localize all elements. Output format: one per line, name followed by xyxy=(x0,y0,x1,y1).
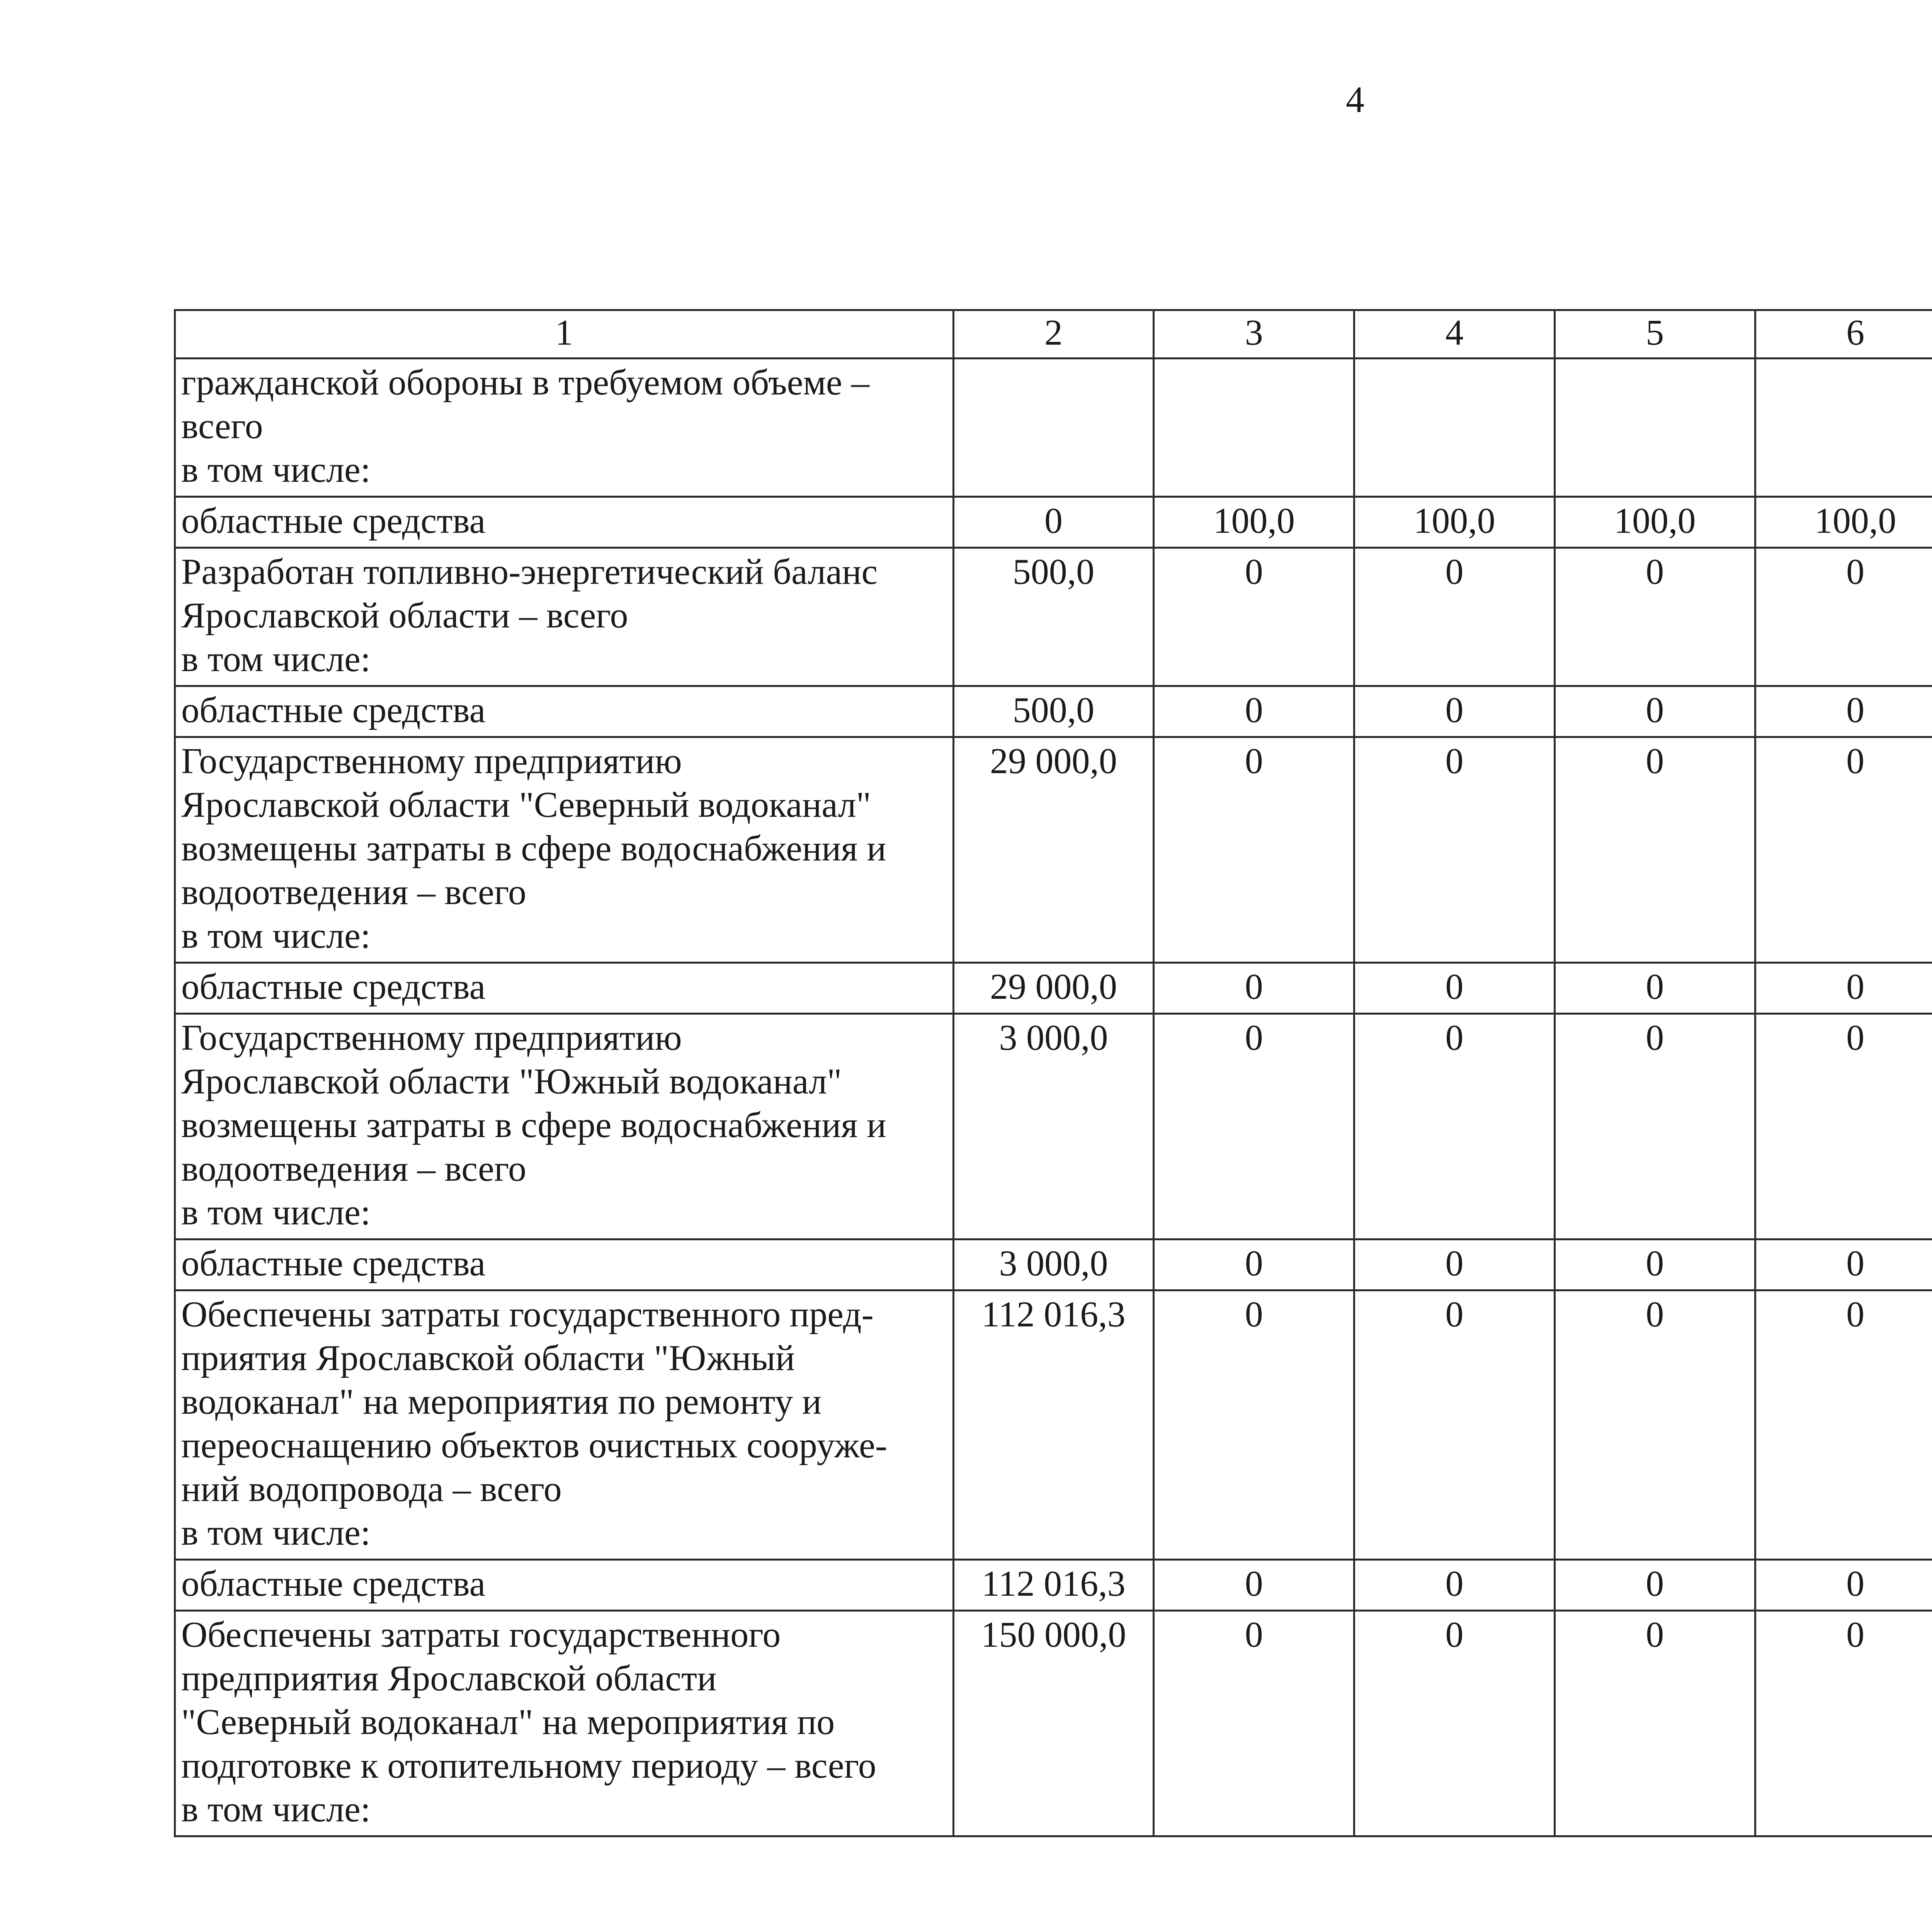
table-row xyxy=(175,1290,1932,1560)
value-cell: 3 000,0 xyxy=(953,1239,1154,1290)
row-label-line: подготовке к отопительному периоду – всего xyxy=(181,1746,876,1786)
value-cell: 100,0 xyxy=(1554,497,1755,548)
value-cell: 0 xyxy=(1154,548,1354,686)
value-cell: 0 xyxy=(1154,963,1354,1014)
table-row xyxy=(175,548,1932,686)
row-label xyxy=(175,1611,954,1836)
column-header: 3 xyxy=(1154,310,1354,359)
row-label-line: областные средства xyxy=(181,967,486,1007)
row-label-line: в том числе: xyxy=(181,1513,371,1553)
row-label-line: Разработан топливно-энергетический баланс xyxy=(181,552,878,592)
value-cell: 0 xyxy=(1554,686,1755,737)
row-label-line: Ярославской области "Северный водоканал" xyxy=(181,785,871,825)
value-cell: 0 xyxy=(1154,1290,1354,1560)
row-label-line: предприятия Ярославской области xyxy=(181,1658,717,1698)
value-cell: 500,0 xyxy=(953,548,1154,686)
row-label xyxy=(175,497,954,548)
row-label xyxy=(175,963,954,1014)
budget-table xyxy=(174,309,1932,1837)
value-cell: 29 000,0 xyxy=(953,737,1154,963)
value-cell xyxy=(1154,359,1354,497)
table-body xyxy=(175,310,1932,1836)
value-cell: 100,0 xyxy=(1755,497,1932,548)
value-cell xyxy=(1554,359,1755,497)
value-cell: 0 xyxy=(1755,1290,1932,1560)
table-row xyxy=(175,1611,1932,1836)
value-cell: 0 xyxy=(1154,737,1354,963)
value-cell: 0 xyxy=(1755,686,1932,737)
value-cell: 0 xyxy=(1154,1560,1354,1611)
value-cell: 0 xyxy=(1354,963,1555,1014)
value-cell: 0 xyxy=(1755,1014,1932,1239)
value-cell xyxy=(953,359,1154,497)
row-label-line: Обеспечены затраты государственного пред- xyxy=(181,1294,874,1335)
row-label-line: водоотведения – всего xyxy=(181,872,527,912)
row-label-line: ний водопровода – всего xyxy=(181,1469,562,1509)
row-label-line: областные средства xyxy=(181,1564,486,1604)
value-cell: 100,0 xyxy=(1354,497,1555,548)
row-label xyxy=(175,737,954,963)
value-cell: 150 000,0 xyxy=(953,1611,1154,1836)
page-number: 4 xyxy=(1346,79,1364,120)
value-cell: 0 xyxy=(1354,1611,1555,1836)
value-cell: 0 xyxy=(1354,548,1555,686)
value-cell: 0 xyxy=(1755,1611,1932,1836)
column-header: 2 xyxy=(953,310,1154,359)
row-label-line: переоснащению объектов очистных сооруже- xyxy=(181,1425,888,1465)
value-cell: 0 xyxy=(1755,963,1932,1014)
row-label-line: в том числе: xyxy=(181,1789,371,1829)
value-cell: 29 000,0 xyxy=(953,963,1154,1014)
row-label-line: в том числе: xyxy=(181,450,371,490)
table-row xyxy=(175,497,1932,548)
table-row xyxy=(175,359,1932,497)
value-cell: 0 xyxy=(1154,1239,1354,1290)
row-label-line: возмещены затраты в сфере водоснабжения и xyxy=(181,1105,886,1145)
value-cell: 0 xyxy=(1554,963,1755,1014)
value-cell: 0 xyxy=(1354,1014,1555,1239)
column-number-header-row xyxy=(175,310,1932,359)
table-row xyxy=(175,1014,1932,1239)
value-cell: 0 xyxy=(1154,1014,1354,1239)
value-cell: 0 xyxy=(1755,1239,1932,1290)
row-label-line: водоотведения – всего xyxy=(181,1149,527,1189)
column-header: 5 xyxy=(1554,310,1755,359)
value-cell: 0 xyxy=(1554,1014,1755,1239)
value-cell xyxy=(1755,359,1932,497)
row-label-line: гражданской обороны в требуемом объеме – xyxy=(181,362,870,403)
value-cell: 0 xyxy=(1755,548,1932,686)
value-cell: 500,0 xyxy=(953,686,1154,737)
column-header: 1 xyxy=(175,310,954,359)
table-row xyxy=(175,686,1932,737)
value-cell: 0 xyxy=(1354,1560,1555,1611)
value-cell: 0 xyxy=(1154,686,1354,737)
value-cell: 112 016,3 xyxy=(953,1290,1154,1560)
value-cell: 0 xyxy=(1755,1560,1932,1611)
value-cell: 0 xyxy=(1554,1611,1755,1836)
value-cell: 0 xyxy=(1154,1611,1354,1836)
row-label-line: Государственному предприятию xyxy=(181,741,682,781)
value-cell: 0 xyxy=(1554,1290,1755,1560)
table-row xyxy=(175,963,1932,1014)
row-label xyxy=(175,1014,954,1239)
row-label-line: в том числе: xyxy=(181,1192,371,1233)
row-label-line: Ярославской области – всего xyxy=(181,595,628,636)
value-cell: 112 016,3 xyxy=(953,1560,1154,1611)
table-row xyxy=(175,1239,1932,1290)
table-row xyxy=(175,737,1932,963)
value-cell: 0 xyxy=(1554,548,1755,686)
row-label-line: водоканал" на мероприятия по ремонту и xyxy=(181,1382,822,1422)
value-cell: 3 000,0 xyxy=(953,1014,1154,1239)
row-label-line: "Северный водоканал" на мероприятия по xyxy=(181,1702,835,1742)
value-cell: 0 xyxy=(1554,737,1755,963)
row-label xyxy=(175,1560,954,1611)
value-cell: 0 xyxy=(1755,737,1932,963)
value-cell: 0 xyxy=(953,497,1154,548)
value-cell: 0 xyxy=(1354,686,1555,737)
row-label xyxy=(175,1239,954,1290)
row-label xyxy=(175,1290,954,1560)
value-cell: 0 xyxy=(1354,737,1555,963)
value-cell: 100,0 xyxy=(1154,497,1354,548)
row-label-line: Государственному предприятию xyxy=(181,1018,682,1058)
row-label-line: возмещены затраты в сфере водоснабжения и xyxy=(181,828,886,869)
column-header: 4 xyxy=(1354,310,1555,359)
row-label xyxy=(175,686,954,737)
row-label-line: областные средства xyxy=(181,1243,486,1284)
table-row xyxy=(175,1560,1932,1611)
row-label-line: Обеспечены затраты государственного xyxy=(181,1615,781,1655)
value-cell: 0 xyxy=(1554,1560,1755,1611)
row-label-line: приятия Ярославской области "Южный xyxy=(181,1338,795,1378)
row-label xyxy=(175,548,954,686)
value-cell xyxy=(1354,359,1555,497)
column-header: 6 xyxy=(1755,310,1932,359)
row-label xyxy=(175,359,954,497)
row-label-line: областные средства xyxy=(181,501,486,541)
value-cell: 0 xyxy=(1354,1290,1555,1560)
value-cell: 0 xyxy=(1554,1239,1755,1290)
row-label-line: Ярославской области "Южный водоканал" xyxy=(181,1061,842,1102)
value-cell: 0 xyxy=(1354,1239,1555,1290)
row-label-line: всего xyxy=(181,406,263,446)
row-label-line: областные средства xyxy=(181,690,486,730)
row-label-line: в том числе: xyxy=(181,916,371,956)
row-label-line: в том числе: xyxy=(181,639,371,679)
